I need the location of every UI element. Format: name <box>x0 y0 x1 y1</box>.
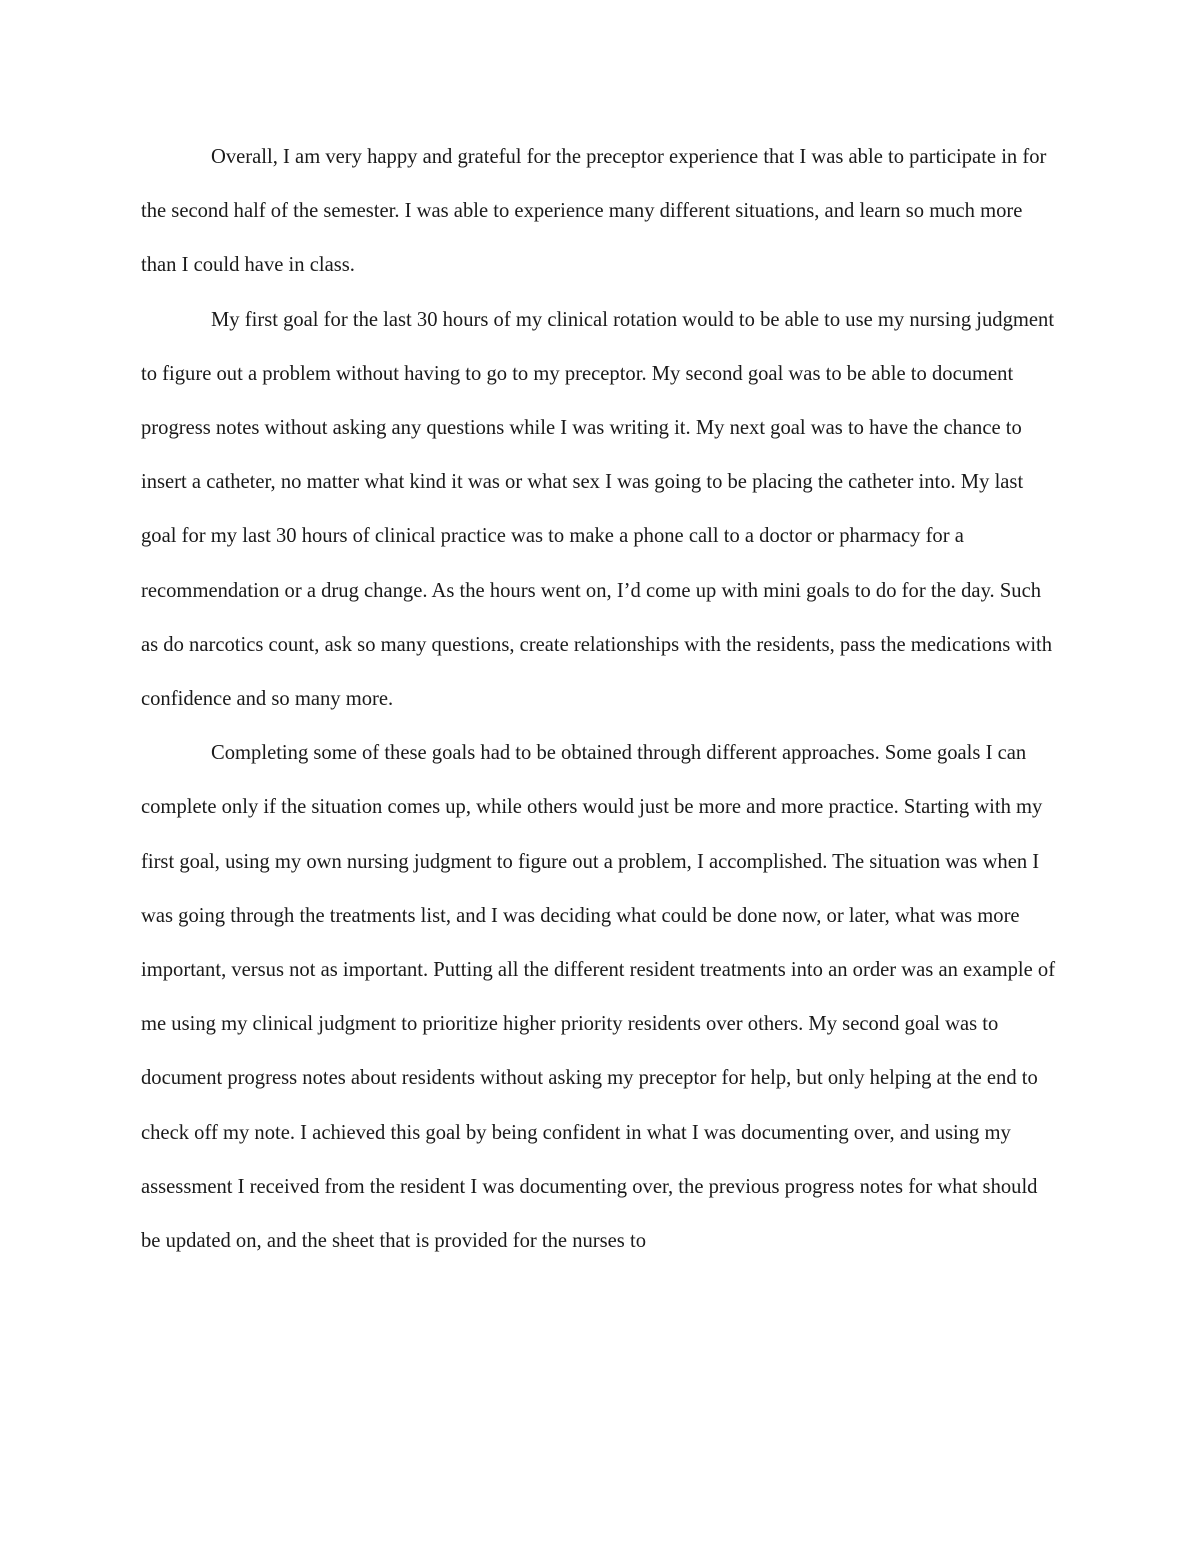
document-body <box>141 130 1061 1268</box>
paragraph-overall: Overall, I am very happy and grateful for the preceptor experience that I was able to participate in for the second half of the semester. I was able to experience many different situations, and learn so much more than I could have in class. <box>141 146 1047 277</box>
paragraph-completing-goals: Completing some of these goals had to be obtained through different approaches. Some goals I can complete only if the situation comes up, while others would just be more and more practice. Starting with my first goal, using my own nursing judgment to figure out a problem, I accomplished. The situation was when I was going through the treatments list, and I was deciding what could be done now, or later, what was more important, versus not as important. Putting all the different resident treatments into an order was an example of me using my clinical judgment to prioritize higher priority residents over others. My second goal was to document progress notes about residents without asking my preceptor for help, but only helping at the end to check off my note. I achieved this goal by being confident in what I was documenting over, and using my assessment I received from the resident I was documenting over, the previous progress notes for what should be updated on, and the sheet that is provided for the nurses to <box>141 742 1056 1253</box>
paragraph-goals: My first goal for the last 30 hours of my clinical rotation would to be able to use my nursing judgment to figure out a problem without having to go to my preceptor. My second goal was to be able to document progress notes without asking any questions while I was writing it. My next goal was to have the chance to insert a catheter, no matter what kind it was or what sex I was going to be placing the catheter into. My last goal for my last 30 hours of clinical practice was to make a phone call to a doctor or pharmacy for a recommendation or a drug change. As the hours went on, I’d come up with mini goals to do for the day. Such as do narcotics count, ask so many questions, create relationships with the residents, pass the medications with confidence and so many more. <box>141 308 1055 711</box>
